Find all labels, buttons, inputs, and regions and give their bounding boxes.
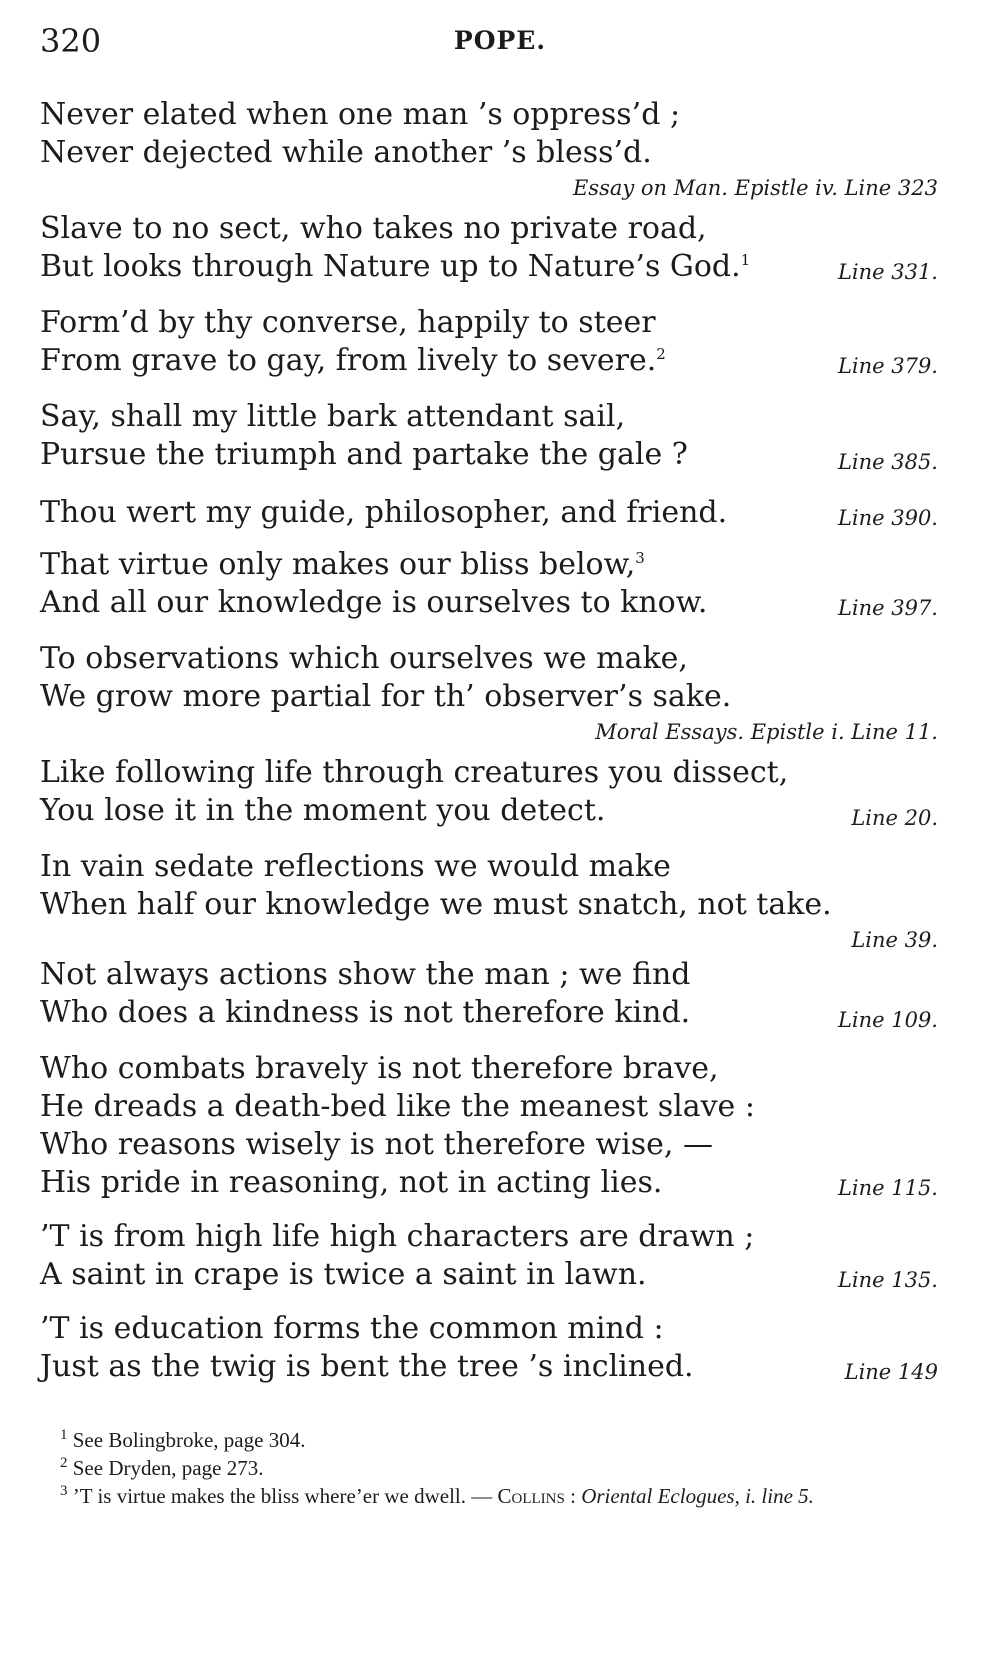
footnote-ref: 3 [635,549,645,567]
verse-line: A saint in crape is twice a saint in lawn. [40,1257,647,1292]
verse-line: Thou wert my guide, philosopher, and friend. [40,495,728,530]
verse-line: ’T is from high life high characters are drawn ; [40,1219,755,1254]
verse-line: Not always actions show the man ; we find [40,957,691,992]
citation: Moral Essays. Epistle i. Line 11. [595,720,938,744]
footnote: $^3$ ’T is virtue makes the bliss where’er we dwell. — Collins : Oriental Eclogues, i. line 5. [60,1483,814,1508]
citation: Line 385. [837,450,938,474]
verse-line: Never elated when one man ’s oppress’d ; [40,97,681,132]
verse-line-with-note [40,343,666,378]
citation: Line 109. [837,1008,938,1032]
footnote-text: See Bolingbroke, page 304. [72,1428,306,1452]
footnote-ref: 2 [656,345,666,363]
verse-text: That virtue only makes our bliss below, [40,547,636,582]
verse-line: His pride in reasoning, not in acting lies. [40,1165,663,1200]
verse-text: From grave to gay, from lively to severe. [40,343,657,378]
verse-line-with-note [40,249,751,284]
verse-line: Just as the twig is bent the tree ’s inclined. [40,1349,694,1384]
footnote [60,1455,264,1480]
running-title: POPE. [453,26,547,55]
page-number: 320 [40,22,102,60]
footnote-text: ’T is virtue makes the bliss where’er we dwell. — [72,1484,493,1508]
citation: Line 331. [837,260,938,284]
footnote-marker: 1 [60,1427,68,1443]
footnote-marker: 3 [60,1483,68,1499]
verse-line: Who reasons wisely is not therefore wise, — [40,1127,713,1162]
footnote-work: Oriental Eclogues, i. line 5. [581,1484,814,1508]
verse-line: We grow more partial for th’ observer’s sake. [40,679,732,714]
verse-line: Pursue the triumph and partake the gale ? [40,437,688,472]
verse-line: You lose it in the moment you detect. [40,793,606,828]
verse-line: When half our knowledge we must snatch, not take. [40,887,832,922]
citation: Line 135. [837,1268,938,1292]
footnote-marker: 2 [60,1455,68,1471]
verse-line: Who does a kindness is not therefore kind. [40,995,691,1030]
verse-line: Who combats bravely is not therefore brave, [40,1051,719,1086]
verse-line: In vain sedate reflections we would make [40,849,671,884]
citation: Essay on Man. Epistle iv. Line 323 [572,176,938,200]
verse-line: To observations which ourselves we make, [40,641,688,676]
citation: Line 390. [837,506,938,530]
citation: Line 397. [837,596,938,620]
verse-text: But looks through Nature up to Nature’s God. [40,249,741,284]
verse-line: He dreads a death-bed like the meanest slave : [40,1089,755,1124]
verse-line: ’T is education forms the common mind : [40,1311,664,1346]
footnote-ref: 1 [740,251,751,269]
verse-line: Slave to no sect, who takes no private road, [40,211,707,246]
verse-line-with-note [40,547,645,582]
footnote [60,1427,306,1452]
citation: Line 115. [837,1176,938,1200]
footnote-author: Collins [497,1484,565,1508]
verse-line: Say, shall my little bark attendant sail, [40,399,626,434]
verse-line: Like following life through creatures you dissect, [40,755,789,790]
citation: Line 39. [851,928,938,952]
verse-line: Form’d by thy converse, happily to steer [40,305,656,340]
citation: Line 379. [837,354,938,378]
verse-line: And all our knowledge is ourselves to know. [40,585,708,620]
verse-line: Never dejected while another ’s bless’d. [40,135,652,170]
footnote-text: See Dryden, page 273. [72,1456,264,1480]
citation: Line 20. [851,806,938,830]
citation: Line 149 [844,1360,938,1384]
